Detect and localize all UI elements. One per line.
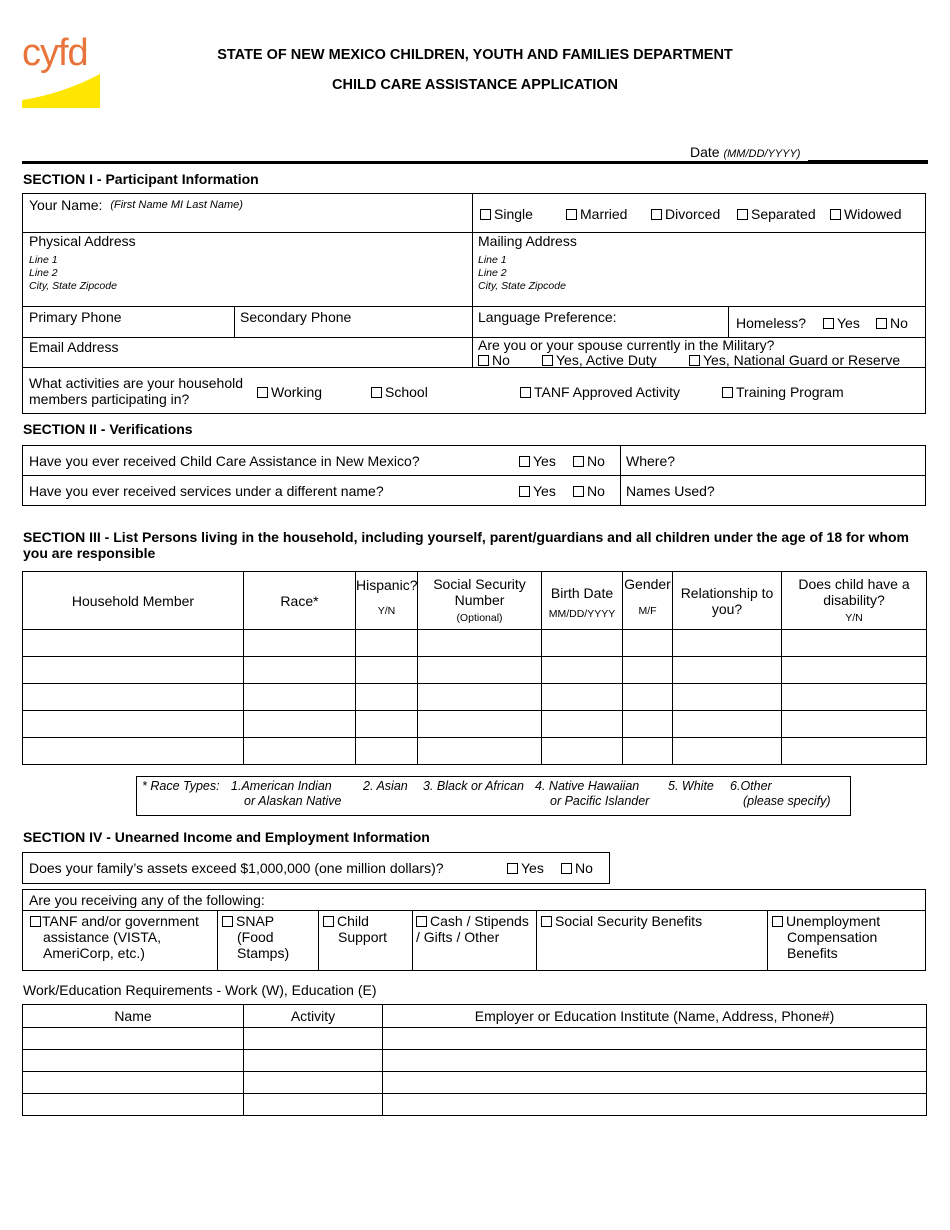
income-unemployment[interactable]: Unemployment Compensation Benefits [772, 913, 880, 961]
form-title: CHILD CARE ASSISTANCE APPLICATION [332, 77, 618, 93]
household-table [22, 571, 927, 765]
activities-question: What activities are your household members participating in? [29, 375, 243, 407]
marital-single[interactable]: Single [480, 206, 533, 222]
marital-widowed[interactable]: Widowed [830, 206, 902, 222]
checkbox-icon [689, 355, 700, 366]
col-employer: Employer or Education Institute (Name, Address, Phone#) [383, 1005, 927, 1028]
checkbox-icon [371, 387, 382, 398]
table-row[interactable] [23, 1028, 927, 1050]
checkbox-icon [520, 387, 531, 398]
race-type-4: 4. Native Hawaiian or Pacific Islander [535, 779, 650, 808]
income-child-support[interactable]: Child Support [323, 913, 387, 945]
checkbox-icon [722, 387, 733, 398]
homeless-yes[interactable]: Yes [823, 315, 860, 331]
name-field[interactable]: Your Name: (First Name MI Last Name) [29, 197, 243, 213]
date-label: Date (MM/DD/YYYY) [690, 144, 801, 160]
homeless-no[interactable]: No [876, 315, 908, 331]
other-name-yes[interactable]: Yes [519, 483, 556, 499]
checkbox-icon [772, 916, 783, 927]
race-type-1: 1.American Indian or Alaskan Native [231, 779, 342, 808]
logo-swoosh-icon [22, 70, 104, 110]
checkbox-icon [737, 209, 748, 220]
receiving-question: Are you receiving any of the following: [29, 892, 265, 908]
col-relationship: Relationship to you? [673, 572, 782, 630]
activity-working[interactable]: Working [257, 384, 322, 400]
col-ssn: Social Security Number (Optional) [418, 572, 542, 630]
table-row[interactable] [23, 1072, 927, 1094]
agency-title: STATE OF NEW MEXICO CHILDREN, YOUTH AND FAMILIES DEPARTMENT [217, 47, 733, 63]
section1-heading: SECTION I - Participant Information [23, 171, 259, 187]
assets-no[interactable]: No [561, 860, 593, 876]
names-used-field[interactable]: Names Used? [626, 483, 715, 499]
marital-divorced[interactable]: Divorced [651, 206, 720, 222]
military-guard-reserve[interactable]: Yes, National Guard or Reserve [689, 352, 900, 368]
checkbox-icon [257, 387, 268, 398]
primary-phone-field[interactable]: Primary Phone [29, 309, 122, 325]
checkbox-icon [480, 209, 491, 220]
checkbox-icon [876, 318, 887, 329]
header-rule [22, 161, 928, 164]
activity-tanf[interactable]: TANF Approved Activity [520, 384, 680, 400]
military-active-duty[interactable]: Yes, Active Duty [542, 352, 657, 368]
where-field[interactable]: Where? [626, 453, 676, 469]
col-birth-date: Birth Date MM/DD/YYYY [542, 572, 623, 630]
race-type-3: 3. Black or African [423, 779, 524, 793]
section4-heading: SECTION IV - Unearned Income and Employment Information [23, 829, 430, 845]
secondary-phone-field[interactable]: Secondary Phone [240, 309, 352, 325]
checkbox-icon [823, 318, 834, 329]
cca-question: Have you ever received Child Care Assistance in New Mexico? [29, 453, 420, 469]
income-cash-stipends[interactable]: Cash / Stipends / Gifts / Other [416, 913, 529, 945]
col-household-member: Household Member [23, 572, 244, 630]
language-preference-field[interactable]: Language Preference: [478, 309, 617, 325]
table-row[interactable] [23, 684, 927, 711]
checkbox-icon [651, 209, 662, 220]
col-disability: Does child have a disability? Y/N [782, 572, 927, 630]
marital-separated[interactable]: Separated [737, 206, 816, 222]
mailing-address-field[interactable]: Mailing Address Line 1 Line 2 City, State Zipcode [478, 233, 577, 292]
table-row[interactable] [23, 711, 927, 738]
income-snap[interactable]: SNAP (Food Stamps) [222, 913, 289, 961]
income-social-security[interactable]: Social Security Benefits [541, 913, 702, 929]
military-question: Are you or your spouse currently in the Military? [478, 337, 775, 353]
activity-training[interactable]: Training Program [722, 384, 844, 400]
race-type-6: 6.Other (please specify) [730, 779, 831, 808]
email-field[interactable]: Email Address [29, 339, 119, 355]
table-row[interactable] [23, 738, 927, 765]
checkbox-icon [222, 916, 233, 927]
checkbox-icon [566, 209, 577, 220]
assets-question: Does your family’s assets exceed $1,000,000 (one million dollars)? [29, 860, 444, 876]
section3-heading: SECTION III - List Persons living in the household, including yourself, parent/guardians and all children under the age of 18 for whom you are responsible [23, 529, 909, 561]
cca-no[interactable]: No [573, 453, 605, 469]
checkbox-icon [830, 209, 841, 220]
checkbox-icon [507, 863, 518, 874]
work-education-heading: Work/Education Requirements - Work (W), Education (E) [23, 982, 377, 998]
income-tanf[interactable]: TANF and/or government assistance (VISTA, AmeriCorp, etc.) [30, 913, 199, 961]
assets-yes[interactable]: Yes [507, 860, 544, 876]
table-row[interactable] [23, 1094, 927, 1116]
military-no[interactable]: No [478, 352, 510, 368]
checkbox-icon [573, 456, 584, 467]
checkbox-icon [519, 486, 530, 497]
cyfd-logo [22, 32, 104, 110]
homeless-label: Homeless? [736, 315, 807, 331]
col-hispanic: Hispanic? Y/N [356, 572, 418, 630]
logo-text: cyfd [22, 32, 88, 74]
checkbox-icon [416, 916, 427, 927]
checkbox-icon [561, 863, 572, 874]
race-types-label: * Race Types: [142, 779, 220, 793]
table-row[interactable] [23, 1050, 927, 1072]
checkbox-icon [542, 355, 553, 366]
checkbox-icon [30, 916, 41, 927]
checkbox-icon [573, 486, 584, 497]
physical-address-field[interactable]: Physical Address Line 1 Line 2 City, State Zipcode [29, 233, 136, 292]
other-name-question: Have you ever received services under a different name? [29, 483, 384, 499]
table-row[interactable] [23, 630, 927, 657]
work-header-row [23, 1005, 927, 1028]
activity-school[interactable]: School [371, 384, 428, 400]
checkbox-icon [478, 355, 489, 366]
race-type-5: 5. White [668, 779, 714, 793]
checkbox-icon [323, 916, 334, 927]
race-type-2: 2. Asian [363, 779, 408, 793]
checkbox-icon [541, 916, 552, 927]
section2-heading: SECTION II - Verifications [23, 421, 193, 437]
household-header-row [23, 572, 927, 630]
work-education-table [22, 1004, 927, 1116]
col-race: Race* [244, 572, 356, 630]
col-gender: Gender M/F [623, 572, 673, 630]
col-activity: Activity [244, 1005, 383, 1028]
col-name: Name [23, 1005, 244, 1028]
other-name-no[interactable]: No [573, 483, 605, 499]
marital-married[interactable]: Married [566, 206, 627, 222]
table-row[interactable] [23, 657, 927, 684]
checkbox-icon [519, 456, 530, 467]
cca-yes[interactable]: Yes [519, 453, 556, 469]
